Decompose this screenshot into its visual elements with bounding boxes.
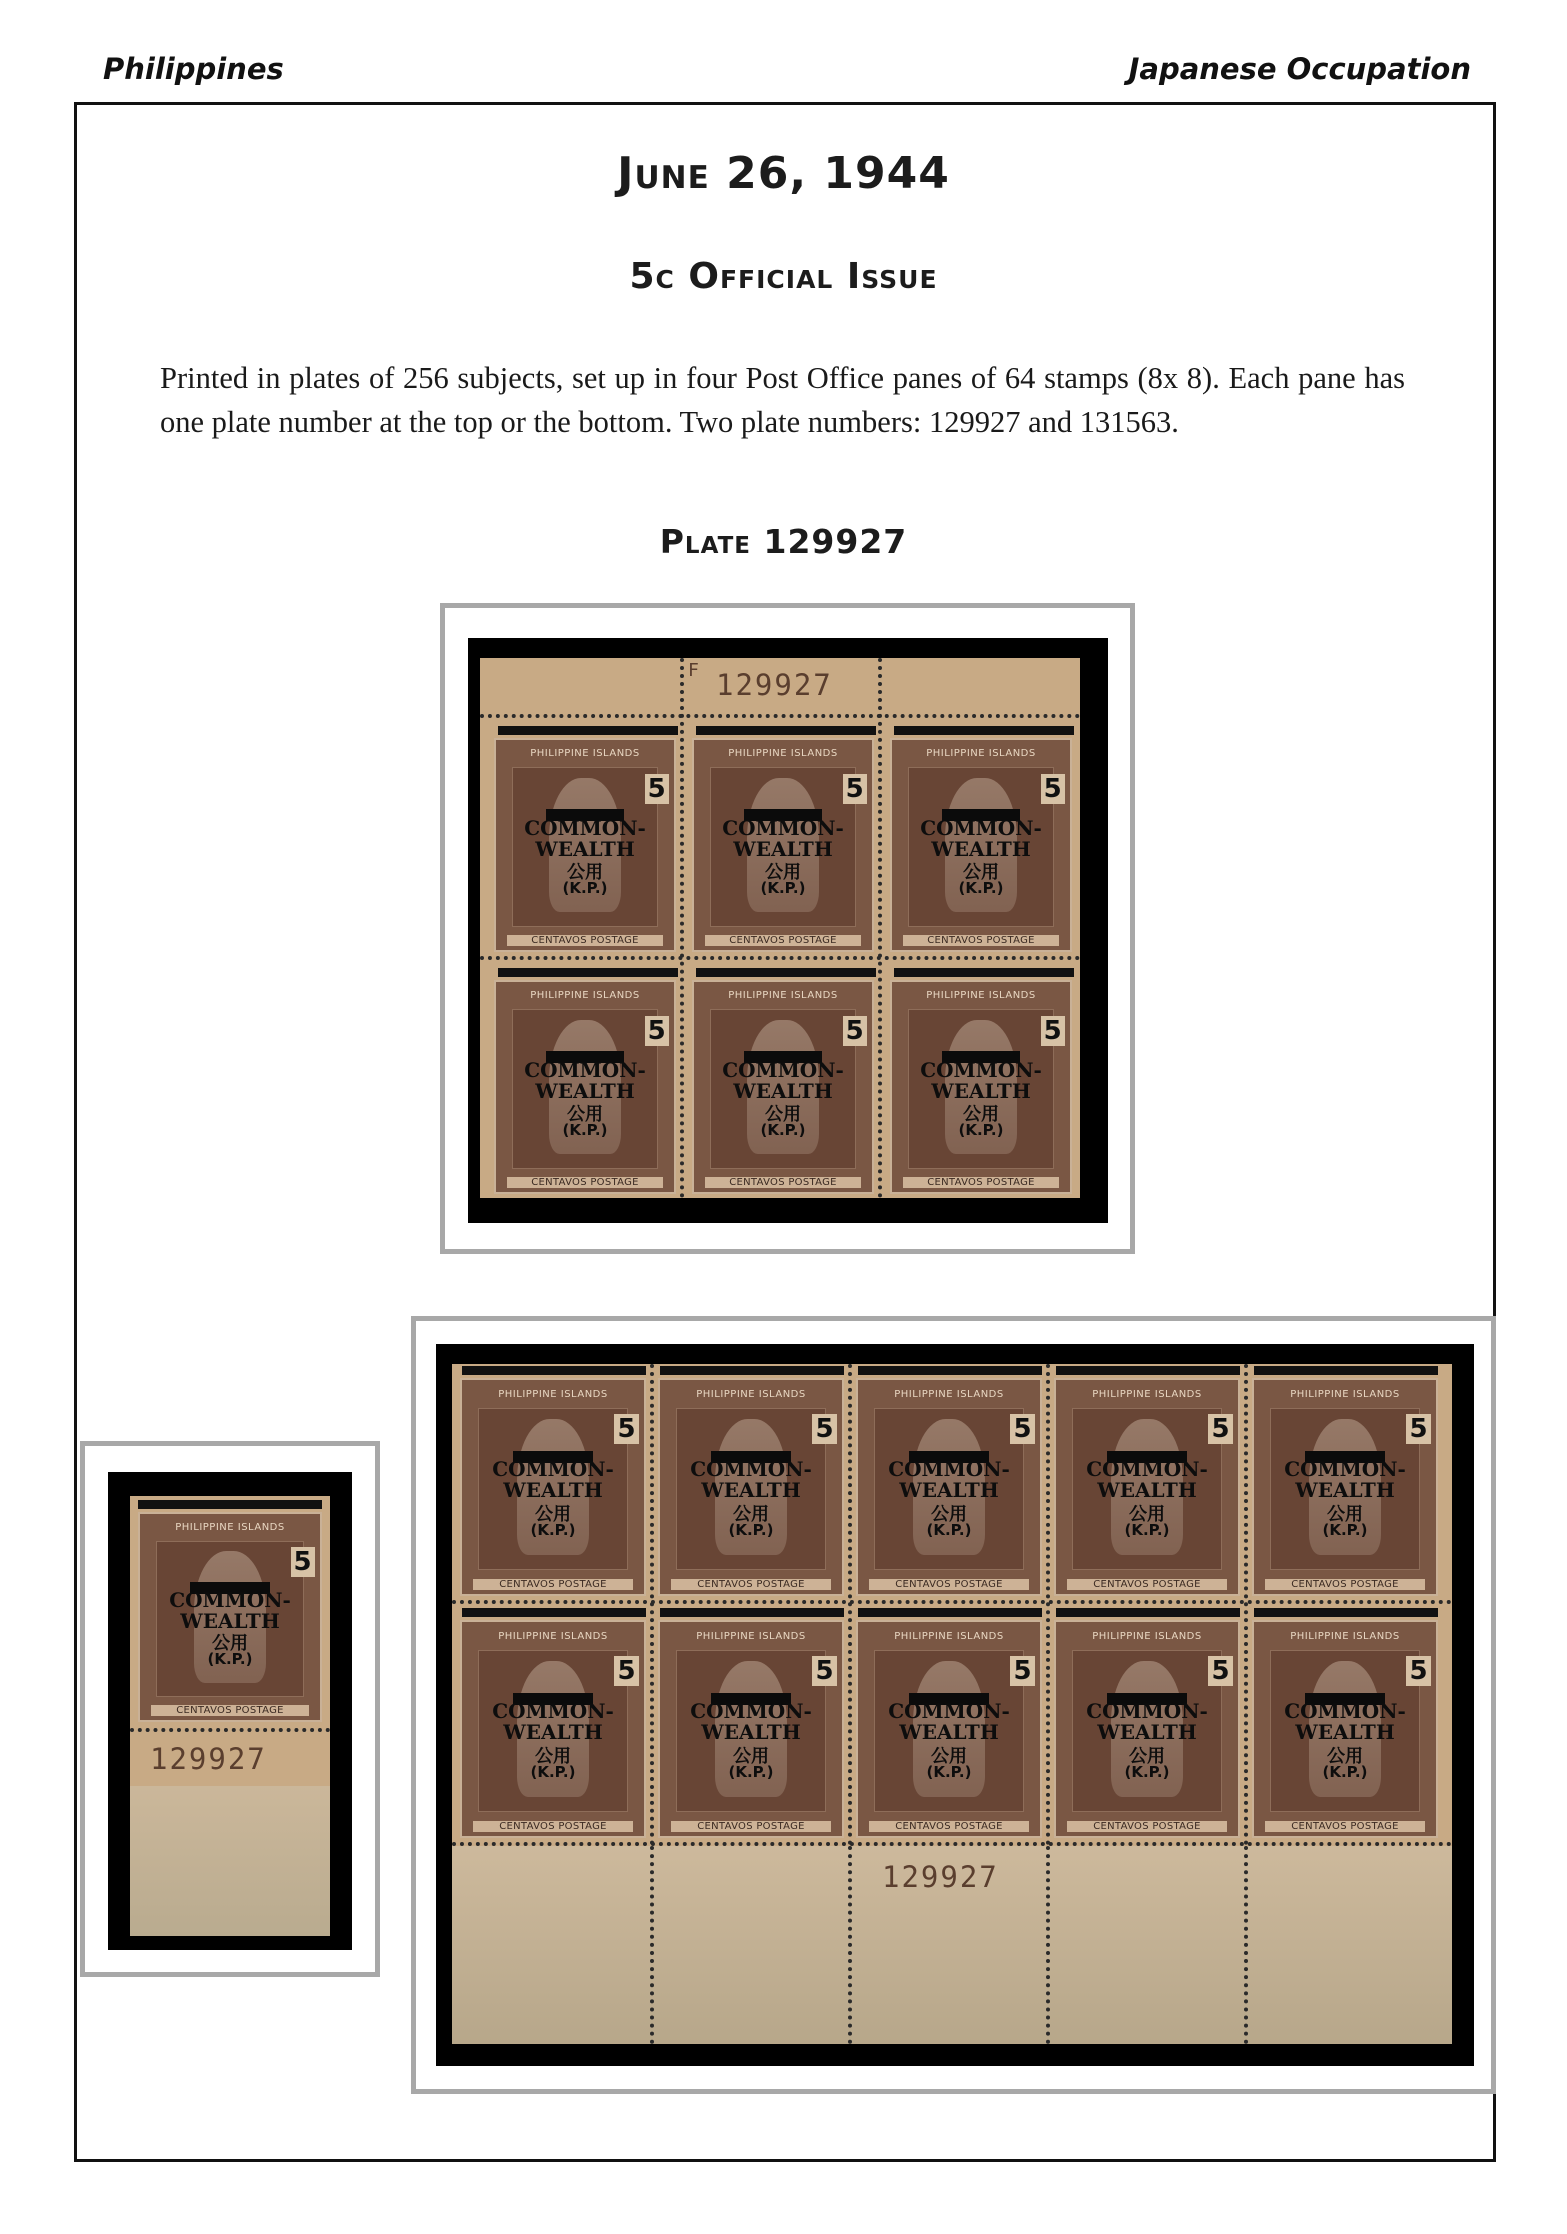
obliteration-bar bbox=[498, 726, 678, 735]
stamp: PHILIPPINE ISLANDS 5 COMMON- WEALTH 公用 (K.P.) CENTAVOS POSTAGE bbox=[856, 1378, 1042, 1596]
block10-plate-number: 129927 bbox=[882, 1860, 999, 1894]
block6-plate-number: 129927 bbox=[716, 668, 833, 702]
header-section: Japanese Occupation bbox=[1128, 52, 1471, 86]
perforation bbox=[480, 956, 1080, 960]
obliteration-bar bbox=[660, 1366, 844, 1375]
perforation bbox=[452, 1600, 1452, 1604]
stamp: PHILIPPINE ISLANDS 5 COMMON- WEALTH 公用 (K.P.) CENTAVOS POSTAGE bbox=[1252, 1620, 1438, 1838]
block10-mount bbox=[436, 1344, 1474, 2066]
stamp: PHILIPPINE ISLANDS 5 COMMON- WEALTH 公用 (K.P.) CENTAVOS POSTAGE bbox=[1054, 1620, 1240, 1838]
block6-marker: F bbox=[688, 660, 701, 681]
perforation bbox=[650, 1846, 654, 2044]
issue-title: 5c Official Issue bbox=[629, 256, 938, 297]
single-sheet bbox=[130, 1496, 330, 1936]
plate-heading: Plate 129927 bbox=[659, 522, 908, 561]
obliteration-bar bbox=[696, 726, 876, 735]
perforation bbox=[1244, 1846, 1248, 2044]
obliteration-bar bbox=[1056, 1366, 1240, 1375]
obliteration-bar bbox=[1254, 1608, 1438, 1617]
obliteration-bar bbox=[498, 968, 678, 977]
obliteration-bar bbox=[858, 1366, 1042, 1375]
block6-mount bbox=[468, 638, 1108, 1223]
sheet-margin bbox=[130, 1786, 330, 1936]
stamp: PHILIPPINE ISLANDS 5 COMMON- WEALTH 公用 (K.P.) CENTAVOS POSTAGE bbox=[856, 1620, 1042, 1838]
obliteration-bar bbox=[1056, 1608, 1240, 1617]
stamp: PHILIPPINE ISLANDS 5 COMMON- WEALTH 公用 (K.P.) CENTAVOS POSTAGE bbox=[1252, 1378, 1438, 1596]
perforation bbox=[848, 1846, 852, 2044]
stamp: PHILIPPINE ISLANDS 5 COMMON- WEALTH 公用 (K.P.) CENTAVOS POSTAGE bbox=[890, 738, 1072, 952]
single-plate-number: 129927 bbox=[150, 1742, 267, 1776]
stamp: PHILIPPINE ISLANDS 5 COMMON- WEALTH 公用 (K.P.) CENTAVOS POSTAGE bbox=[494, 980, 676, 1194]
perforation bbox=[480, 714, 1080, 718]
stamp: PHILIPPINE ISLANDS 5 COMMON- WEALTH 公用 (K.P.) CENTAVOS POSTAGE bbox=[460, 1378, 646, 1596]
issue-description: Printed in plates of 256 subjects, set up in four Post Office panes of 64 stamps (8x 8). Each pane has one plate number at the top or the bottom. Two plate numbers: 129927 and 131563. bbox=[160, 361, 1405, 439]
stamp: PHILIPPINE ISLANDS 5 COMMON- WEALTH 公用 (K.P.) CENTAVOS POSTAGE bbox=[494, 738, 676, 952]
obliteration-bar bbox=[894, 968, 1074, 977]
stamp: PHILIPPINE ISLANDS 5 COMMON- WEALTH 公用 (K.P.) CENTAVOS POSTAGE bbox=[692, 738, 874, 952]
perforation bbox=[1046, 1846, 1050, 2044]
stamp: PHILIPPINE ISLANDS 5 COMMON- WEALTH 公用 (K.P.) CENTAVOS POSTAGE bbox=[890, 980, 1072, 1194]
perforation bbox=[878, 658, 882, 1198]
obliteration-bar bbox=[660, 1608, 844, 1617]
issue-date: June 26, 1944 bbox=[617, 148, 950, 199]
obliteration-bar bbox=[138, 1500, 322, 1509]
obliteration-bar bbox=[462, 1366, 646, 1375]
obliteration-bar bbox=[858, 1608, 1042, 1617]
stamp: PHILIPPINE ISLANDS 5 COMMON- WEALTH 公用 (K.P.) CENTAVOS POSTAGE bbox=[692, 980, 874, 1194]
obliteration-bar bbox=[894, 726, 1074, 735]
obliteration-bar bbox=[696, 968, 876, 977]
stamp: PHILIPPINE ISLANDS 5 COMMON- WEALTH 公用 (K.P.) CENTAVOS POSTAGE bbox=[658, 1378, 844, 1596]
stamp: PHILIPPINE ISLANDS 5 COMMON- WEALTH 公用 (K.P.) CENTAVOS POSTAGE bbox=[658, 1620, 844, 1838]
single-mount bbox=[108, 1472, 352, 1950]
perforation bbox=[130, 1728, 330, 1732]
stamp: PHILIPPINE ISLANDS 5 COMMON- WEALTH 公用 (K.P.) CENTAVOS POSTAGE bbox=[1054, 1378, 1240, 1596]
block6-sheet bbox=[480, 658, 1080, 1198]
header-country: Philippines bbox=[103, 52, 284, 86]
stamp: PHILIPPINE ISLANDS 5 COMMON- WEALTH 公用 (K.P.) CENTAVOS POSTAGE bbox=[138, 1512, 322, 1722]
obliteration-bar bbox=[1254, 1366, 1438, 1375]
stamp: PHILIPPINE ISLANDS 5 COMMON- WEALTH 公用 (K.P.) CENTAVOS POSTAGE bbox=[460, 1620, 646, 1838]
block10-sheet bbox=[452, 1364, 1452, 2044]
obliteration-bar bbox=[462, 1608, 646, 1617]
perforation bbox=[680, 658, 684, 1198]
